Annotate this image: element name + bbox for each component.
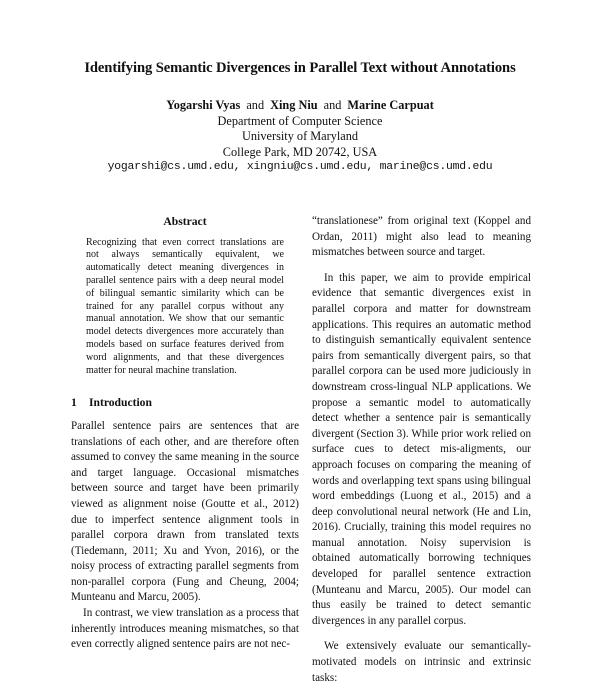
author-3: Marine Carpuat (347, 98, 434, 112)
author-separator: and (323, 98, 342, 112)
author-block (0, 98, 600, 176)
right-column (312, 214, 531, 686)
paper-title: Identifying Semantic Divergences in Parallel Text without Annotations (84, 60, 516, 76)
intro-paragraph-2: In contrast, we view translation as a process that inherently introduces meaning mismatches, so that even correctly aligned sentence pairs are not nec- (71, 607, 299, 651)
section-number: 1 (71, 396, 77, 410)
right-paragraph-1: In this paper, we aim to provide empirical evidence that semantic divergences exist in parallel corpora and matter for downstream applications. This requires an automatic method to distinguish semantically equivalent sentence pairs from semantically divergent pairs, so that parallel corpora can be used more judiciously in downstream cross-lingual NLP applications. We propose a semantic model to automatically detect whether a sentence pair is semantically divergent (Section 3). While prior work relied on surface cues to detect mis-aligments, our approach focuses on comparing the meaning of words and overlapping text spans using bilingual word embeddings (Luong et al., 2015) and a deep convolutional neural network (He and Lin, 2016). Crucially, training this model requires no manual annotation. Noisy supervision is obtained automatically borrowing techniques developed for parallel sentence extraction (Munteanu and Marcu, 2005). Our model can thus easily be trained to detect semantic divergences in any parallel corpus. (312, 271, 531, 627)
section-heading-introduction (71, 395, 299, 411)
affiliation-dept: Department of Computer Science (217, 113, 383, 128)
author-2: Xing Niu (270, 98, 318, 112)
right-paragraph-0: “translationese” from original text (Koppel and Ordan, 2011) might also lead to meaning mismatches between source and target. (312, 215, 531, 259)
author-emails: yogarshi@cs.umd.edu, xingniu@cs.umd.edu, marine@cs.umd.edu (107, 161, 493, 174)
author-separator: and (246, 98, 265, 112)
author-1: Yogarshi Vyas (166, 98, 241, 112)
affiliation-univ: University of Maryland (241, 129, 359, 144)
author-names (0, 98, 600, 114)
abstract-heading: Abstract (163, 215, 207, 228)
affiliation-address: College Park, MD 20742, USA (222, 144, 378, 159)
intro-paragraph-1: Parallel sentence pairs are sentences that are translations of each other, and are therefore often assumed to convey the same meaning in the source and target language. Occasional mismatches between source and target have been primarily viewed as alignment noise (Goutte et al., 2012) due to imperfect sentence alignment tools in parallel corpora drawn from translated texts (Tiedemann, 2011; Xu and Yvon, 2016), or the noisy process of extracting parallel segments from non-parallel corpora (Fung and Cheung, 2004; Munteanu and Marcu, 2005). (71, 419, 299, 604)
right-paragraph-2: We extensively evaluate our semantically-motivated models on intrinsic and extrinsic tasks: (312, 640, 531, 684)
section-title: Introduction (89, 396, 152, 410)
abstract-text: Recognizing that even correct translations are not always semantically equivalent, we automatically detect meaning divergences in parallel sentence pairs with a deep neural model of bilingual semantic similarity which can be trained for any parallel corpus without any manual annotation. We show that our semantic model detects divergences more accurately than models based on surface features derived from word alignments, and that these divergences matter for neural machine translation. (86, 236, 284, 376)
left-column (71, 214, 299, 653)
